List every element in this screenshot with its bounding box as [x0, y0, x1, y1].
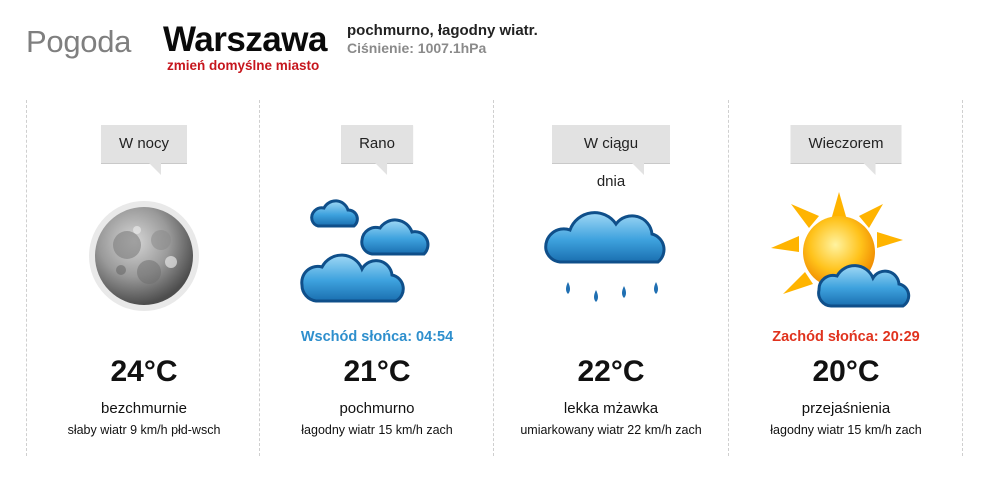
period-label-tag: Wieczorem	[790, 125, 901, 163]
temperature: 21°C	[343, 355, 411, 388]
weather-description: pochmurno	[339, 400, 415, 417]
city-name: Warszawa	[163, 20, 327, 59]
wind-info: łagodny wiatr 15 km/h zach	[301, 423, 453, 437]
weather-description: bezchmurnie	[101, 400, 187, 417]
change-default-city-link[interactable]: zmień domyślne miasto	[167, 58, 320, 73]
rain-cloud-icon	[493, 190, 729, 320]
sunset-time: Zachód słońca: 20:29	[772, 329, 920, 345]
period-label-tag: W ciągu dnia	[552, 125, 670, 163]
current-conditions: pochmurno, łagodny wiatr.	[347, 22, 538, 39]
page-title: Pogoda	[26, 24, 132, 59]
pressure-readout: Ciśnienie: 1007.1hPa	[347, 40, 487, 56]
temperature: 22°C	[577, 355, 645, 388]
wind-info: łagodny wiatr 15 km/h zach	[770, 423, 922, 437]
sun-cloud-icon	[728, 190, 964, 320]
forecast-period-day	[493, 98, 729, 458]
weather-header	[0, 0, 981, 90]
sunrise-time: Wschód słońca: 04:54	[300, 329, 454, 345]
period-label-tag: Rano	[341, 125, 413, 163]
wind-info: umiarkowany wiatr 22 km/h zach	[520, 423, 702, 437]
moon-icon	[26, 190, 262, 320]
weather-description: lekka mżawka	[563, 400, 659, 417]
forecast-period-evening	[728, 98, 964, 458]
forecast-period-morning	[259, 98, 495, 458]
weather-description: przejaśnienia	[801, 400, 891, 417]
clouds-icon	[259, 190, 495, 320]
temperature: 20°C	[812, 355, 880, 388]
wind-info: słaby wiatr 9 km/h płd-wsch	[67, 423, 221, 437]
temperature: 24°C	[110, 355, 178, 388]
period-label-tag: W nocy	[101, 125, 187, 163]
forecast-period-night	[26, 98, 262, 458]
